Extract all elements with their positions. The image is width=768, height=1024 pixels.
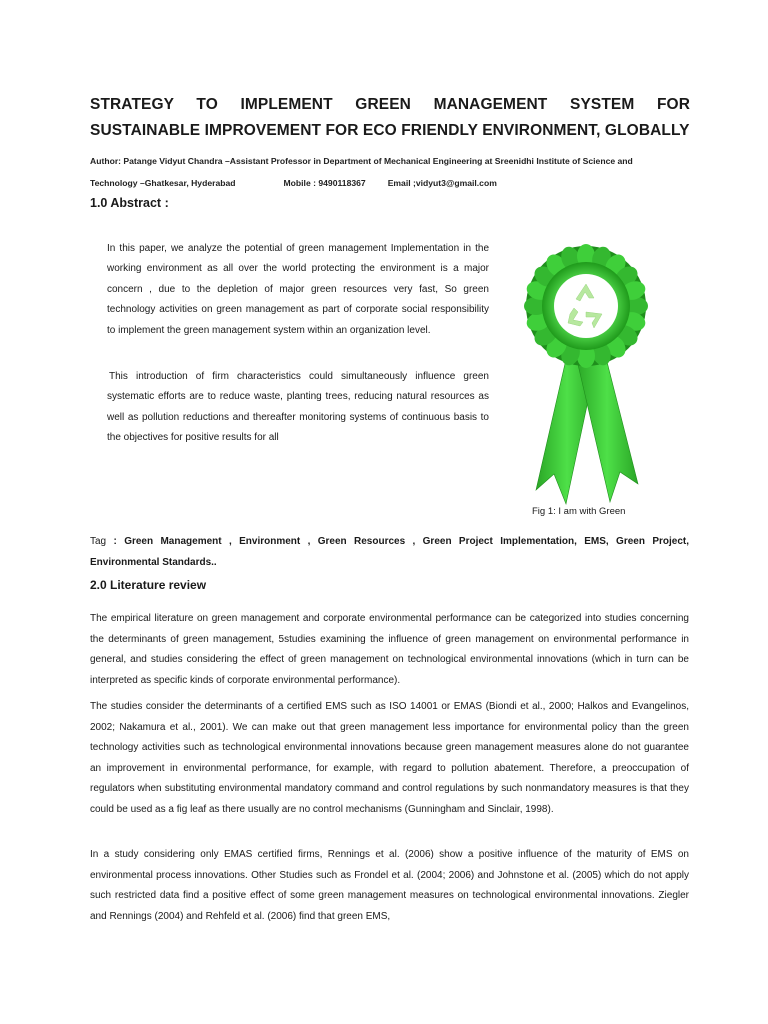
recycle-ribbon-icon — [522, 222, 652, 507]
literature-paragraph-2: The studies consider the determinants of a certified EMS such as ISO 14001 or EMAS (Biondi et al., 2000; Halkos and Evangelinos, 2002; Nakamura et al., 2001). We can make out that green management less importance for environmental policy than the green technology activities such as technological environmental innovations because green management measures alone do not guarantee an improvement in environmental performance, for example, with regard to pollution abatement. Therefore, a preoccupation of regulators when substituting environmental mandatory command and control regulations by such nonmandatory measures is that they could be used as a fig leaf as there usually are no control mechanisms (Gunningham and Sinclair, 1998). — [90, 701, 689, 815]
author-affiliation: Technology –Ghatkesar, Hyderabad — [90, 178, 236, 188]
literature-paragraph-1: The empirical literature on green management and corporate environmental performance can be categorized into studies concerning the determinants of green management, 5studies examining the influence of green management on environmental performance in general, and studies considering the effect of green management on technological environmental innovations (which in turn can be interpreted as specific kinds of corporate environmental performance). — [90, 613, 689, 686]
author-mobile: Mobile : 9490118367 — [283, 178, 366, 188]
author-line-2 — [90, 178, 497, 188]
paper-title: STRATEGY TO IMPLEMENT GREEN MANAGEMENT SYSTEM FOR SUSTAINABLE IMPROVEMENT FOR ECO FRIENDLY ENVIRONMENT, GLOBALLY — [90, 96, 690, 139]
tags-list: : Green Management , Environment , Green Resources , Green Project Implementation, EMS, Green Project, Environmental Standards.. — [90, 536, 690, 568]
literature-heading: 2.0 Literature review — [90, 578, 207, 592]
author-details: : Patange Vidyut Chandra –Assistant Professor in Department of Mechanical Engineering at Sreenidhi Institute of Science and — [118, 156, 633, 166]
tags-paragraph — [90, 532, 689, 573]
author-label: Author — [90, 156, 119, 166]
figure-caption: Fig 1: I am with Green — [532, 506, 626, 517]
abstract-heading: 1.0 Abstract : — [90, 196, 169, 210]
tags-prefix: Tag — [90, 536, 107, 547]
rosette-petals — [524, 244, 648, 368]
author-email: Email ;vidyut3@gmail.com — [387, 178, 497, 188]
literature-paragraph-3: In a study considering only EMAS certified firms, Rennings et al. (2006) show a positive influence of the maturity of EMS on environmental process innovations. Other Studies such as Frondel et al. (2004; 2006) and Johnstone et al. (2005) which do not apply such restricted data find a positive effect of some green management measures on technological environmental innovations. Ziegler and Rennings (2004) and Rehfeld et al. (2006) find that green EMS, — [90, 849, 689, 922]
abstract-paragraph-2: This introduction of firm characteristics could simultaneously influence green systematic efforts are to reduce waste, planting trees, reducing natural resources as well as pollution reductions and thereafter monitoring systems of continuous basis to the objectives for positive results for all — [107, 371, 489, 444]
author-line-1 — [90, 156, 633, 166]
abstract-paragraph-1: In this paper, we analyze the potential of green management Implementation in the working environment as all over the world protecting the environment is a major concern , due to the depletion of major green resources very fast, So green technology activities on green management as part of corporate social responsibility to implement the green management system within an organization level. — [107, 243, 489, 336]
